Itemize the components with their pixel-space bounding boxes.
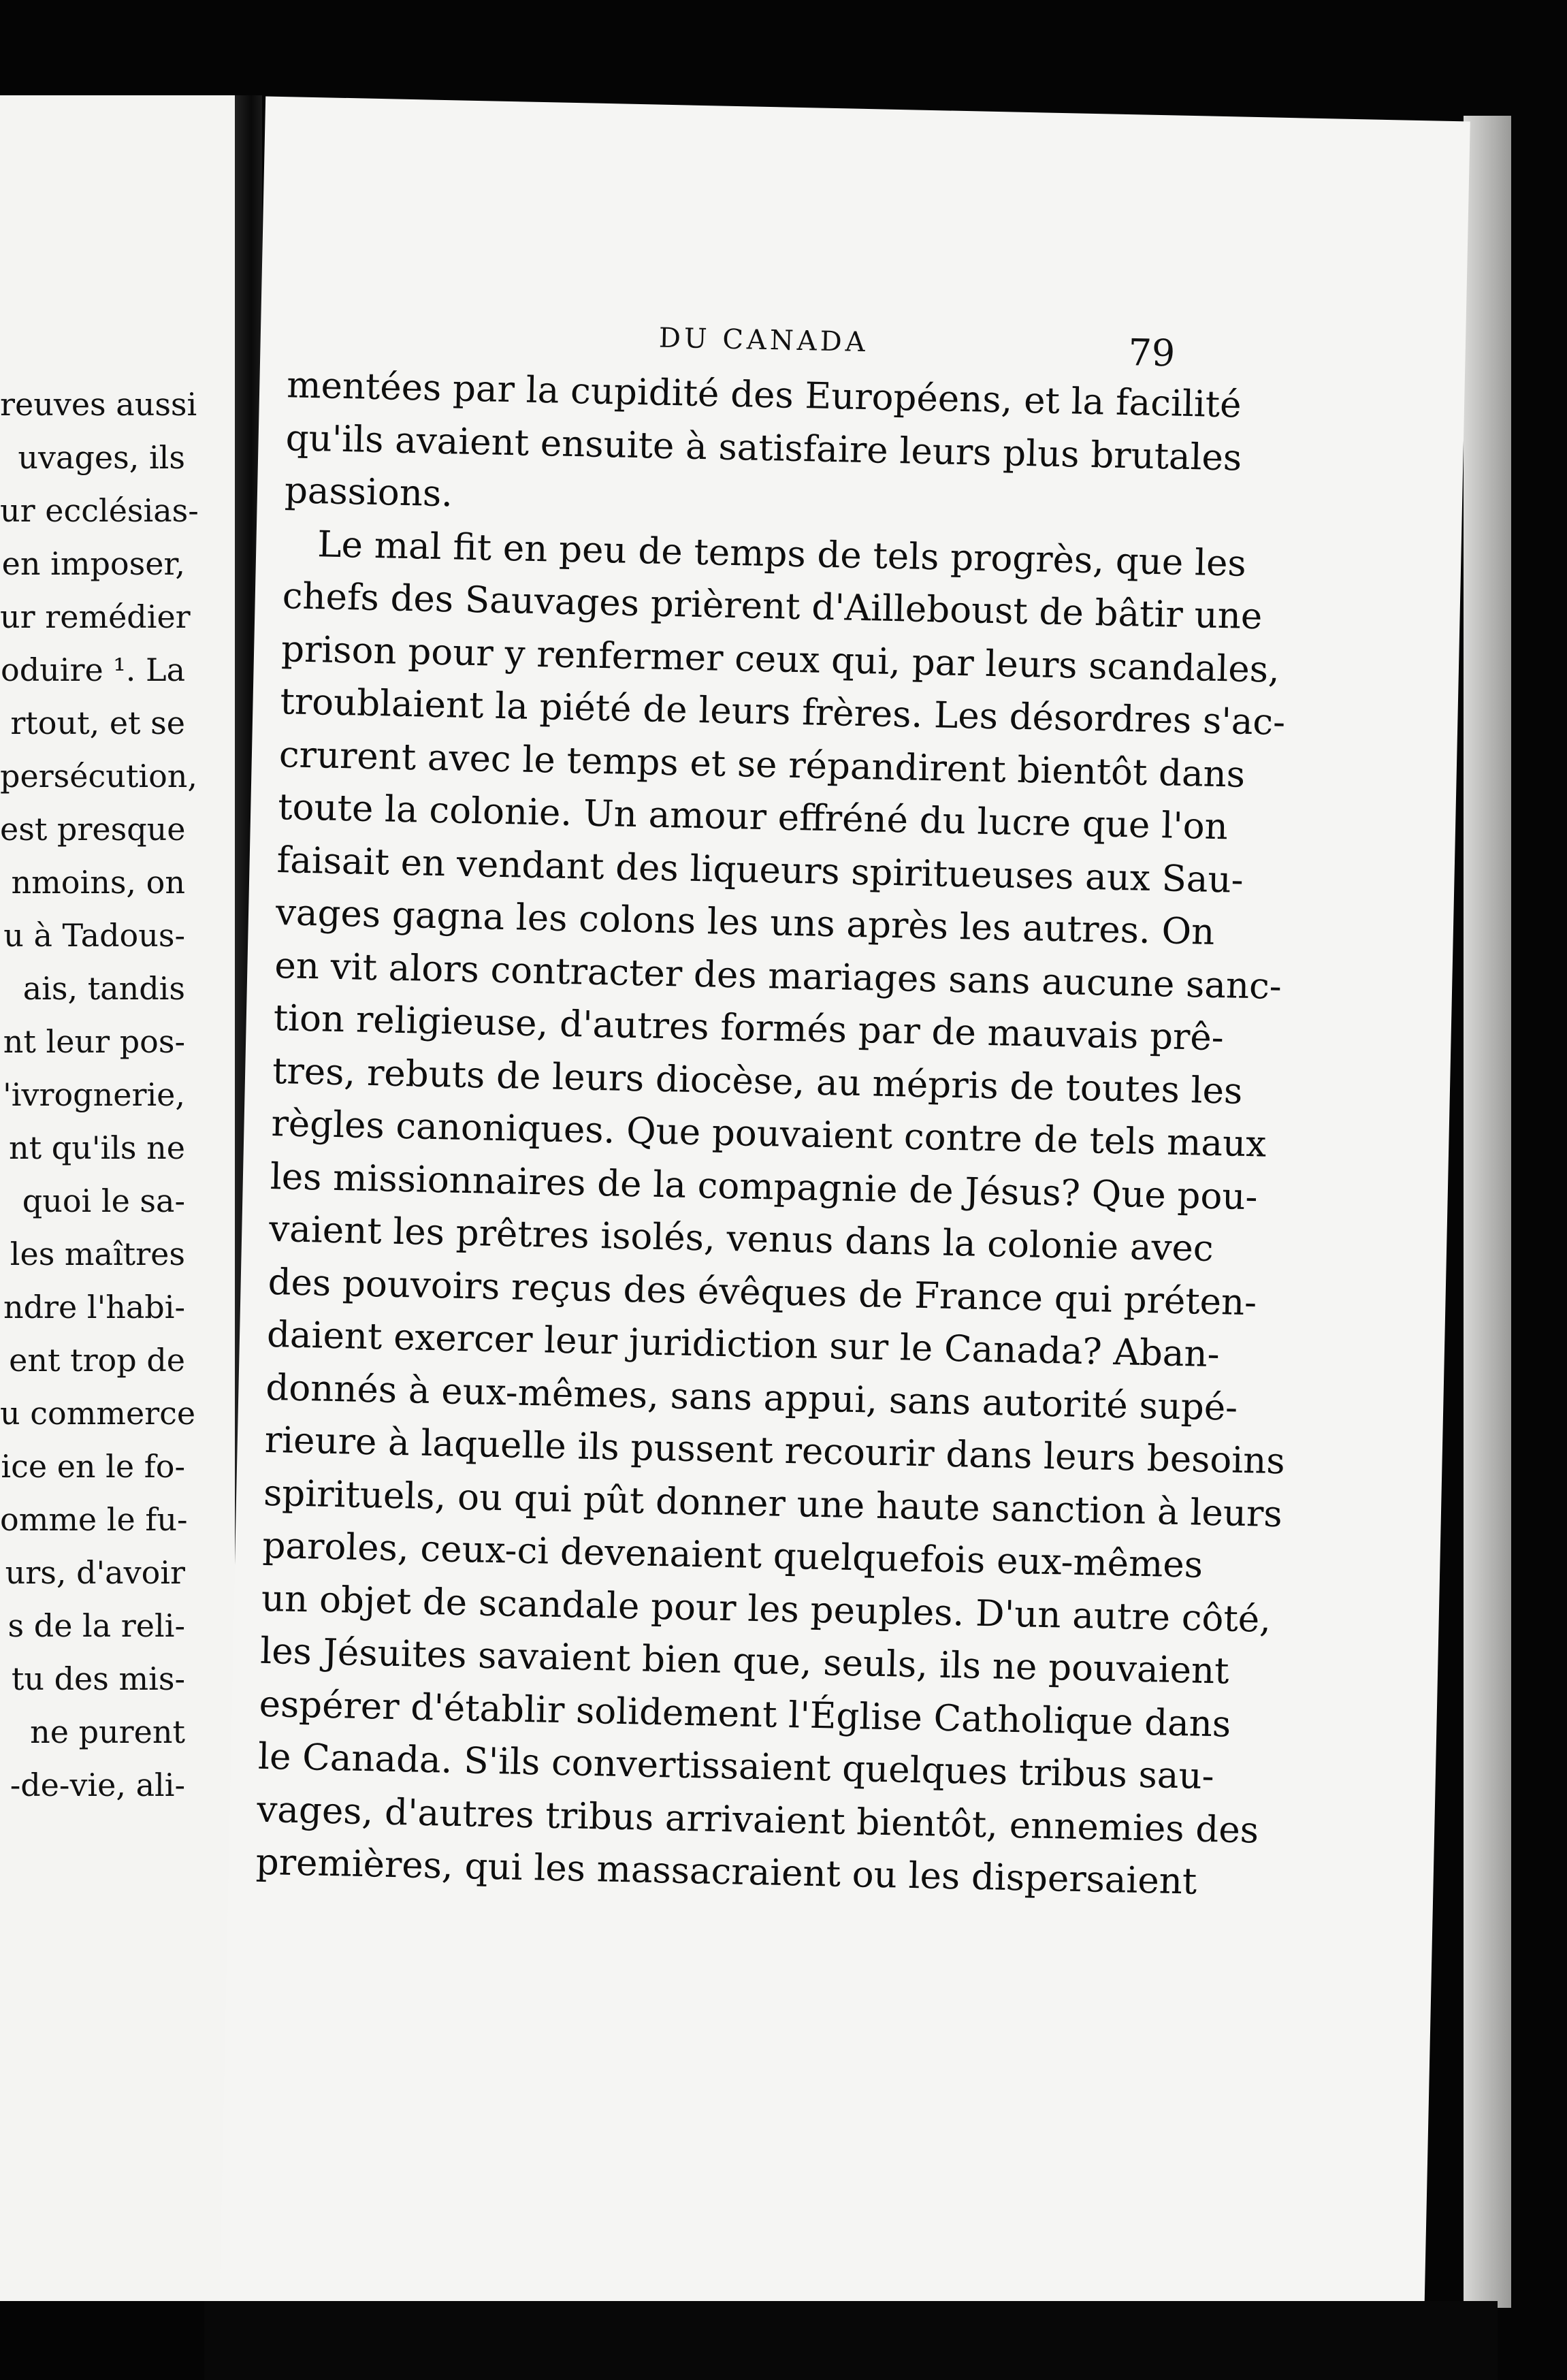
left-page-line: quoi le sa- bbox=[22, 1183, 185, 1219]
left-page-line: uvages, ils bbox=[18, 439, 185, 476]
body-text bbox=[255, 359, 1286, 1908]
text-line: premières, qui les massacraient ou les dispersaient bbox=[255, 1841, 1197, 1903]
text-line: des pouvoirs reçus des évêques de France qui préten- bbox=[268, 1261, 1257, 1323]
right-page bbox=[219, 96, 1470, 2326]
text-line: toute la colonie. Un amour effréné du lucre que l'on bbox=[277, 786, 1229, 848]
text-line: crurent avec le temps et se répandirent bientôt dans bbox=[278, 733, 1246, 796]
left-page-line: -de-vie, ali- bbox=[10, 1767, 185, 1803]
text-line: les Jésuites savaient bien que, seuls, ils ne pouvaient bbox=[259, 1630, 1230, 1692]
left-page-line: u à Tadous- bbox=[3, 917, 185, 954]
text-line: Le mal fit en peu de temps de tels progrès, que les bbox=[317, 523, 1247, 585]
left-page-line: ent trop de bbox=[9, 1342, 185, 1379]
page-edge bbox=[1464, 116, 1511, 2308]
text-line: daient exercer leur juridiction sur le Canada? Aban- bbox=[266, 1313, 1221, 1376]
left-page-line: nt leur pos- bbox=[3, 1023, 185, 1060]
left-page-line: urs, d'avoir bbox=[5, 1554, 185, 1591]
left-page-line: oduire ¹. La bbox=[1, 652, 185, 688]
text-line: qu'ils avaient ensuite à satisfaire leurs plus brutales bbox=[285, 417, 1242, 479]
left-page-line: ndre l'habi- bbox=[3, 1289, 185, 1325]
text-line: faisait en vendant des liqueurs spiritueuses aux Sau- bbox=[276, 839, 1244, 901]
left-page-line: ne purent bbox=[30, 1714, 185, 1750]
left-page-text bbox=[0, 378, 225, 1812]
left-page-line: est presque bbox=[0, 811, 186, 848]
left-page-line: rtout, et se bbox=[10, 705, 185, 741]
text-line: prison pour y renfermer ceux qui, par leurs scandales, bbox=[280, 628, 1280, 691]
left-page-line: omme le fu- bbox=[0, 1501, 188, 1538]
left-page bbox=[0, 95, 242, 2301]
left-page-line: en imposer, bbox=[1, 545, 185, 582]
text-line: donnés à eux-mêmes, sans appui, sans autorité supé- bbox=[265, 1366, 1238, 1429]
text-line: le Canada. S'ils convertissaient quelques tribus sau- bbox=[257, 1735, 1215, 1798]
text-line: passions. bbox=[284, 470, 453, 515]
text-line: vages gagna les colons les uns après les autres. On bbox=[275, 892, 1215, 953]
left-page-line: nmoins, on bbox=[11, 864, 185, 901]
text-line: règles canoniques. Que pouvaient contre de tels maux bbox=[270, 1102, 1267, 1165]
left-page-line: u commerce bbox=[0, 1395, 196, 1432]
left-page-line: reuves aussi bbox=[0, 386, 197, 423]
left-page-line: ur ecclésias- bbox=[0, 492, 199, 529]
left-page-line: persécution, bbox=[0, 758, 198, 794]
text-line: chefs des Sauvages prièrent d'Ailleboust de bâtir une bbox=[282, 575, 1263, 638]
page-number: 79 bbox=[1127, 331, 1176, 375]
text-line: paroles, ceux-ci devenaient quelquefois eux-mêmes bbox=[261, 1524, 1203, 1586]
text-line: les missionnaires de la compagnie de Jésus? Que pou- bbox=[270, 1155, 1259, 1218]
text-line: tres, rebuts de leurs diocèse, au mépris de toutes les bbox=[272, 1050, 1243, 1112]
text-line: vages, d'autres tribus arrivaient bientôt, ennemies des bbox=[256, 1788, 1259, 1852]
text-line: mentées par la cupidité des Européens, et la facilité bbox=[286, 364, 1242, 426]
text-line: tion religieuse, d'autres formés par de mauvais prê- bbox=[273, 997, 1225, 1059]
text-line: en vit alors contracter des mariages sans aucune sanc- bbox=[274, 944, 1282, 1008]
text-line: un objet de scandale pour les peuples. D'un autre côté, bbox=[261, 1577, 1272, 1641]
left-page-line: ur remédier bbox=[0, 598, 191, 635]
running-head: DU CANADA bbox=[658, 322, 869, 359]
scan-border bbox=[204, 2301, 1498, 2380]
text-line: espérer d'établir solidement l'Église Catholique dans bbox=[259, 1683, 1231, 1746]
text-line: rieure à laquelle ils pussent recourir dans leurs besoins bbox=[264, 1419, 1286, 1483]
left-page-line: ice en le fo- bbox=[1, 1448, 185, 1485]
left-page-line: s de la reli- bbox=[7, 1607, 185, 1644]
left-page-line: 'ivrognerie, bbox=[3, 1076, 185, 1113]
left-page-line: nt qu'ils ne bbox=[9, 1129, 185, 1166]
text-line: spirituels, ou qui pût donner une haute sanction à leurs bbox=[263, 1472, 1283, 1535]
text-line: troublaient la piété de leurs frères. Les désordres s'ac- bbox=[279, 681, 1286, 744]
text-line: vaient les prêtres isolés, venus dans la colonie avec bbox=[268, 1208, 1214, 1270]
left-page-line: tu des mis- bbox=[11, 1660, 185, 1697]
left-page-line: ais, tandis bbox=[22, 970, 185, 1007]
left-page-line: les maîtres bbox=[10, 1236, 185, 1272]
